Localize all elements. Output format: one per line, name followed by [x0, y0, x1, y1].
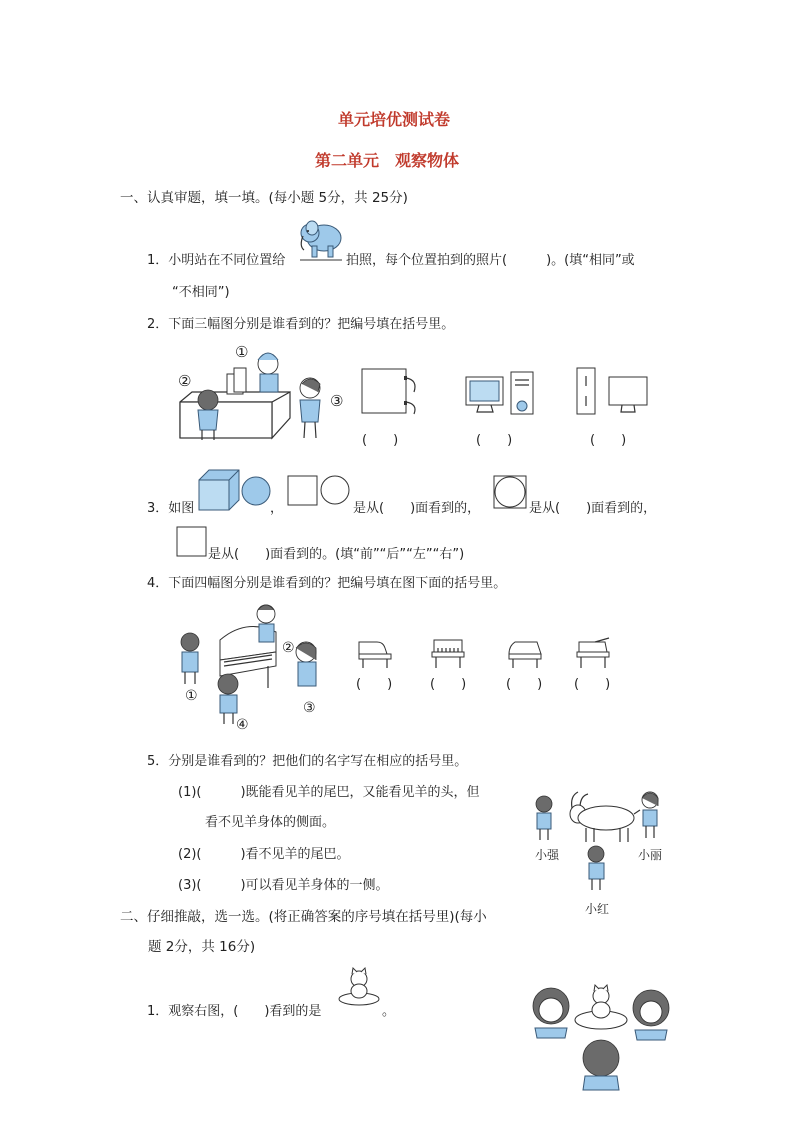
q1-text-a: 1．小明站在不同位置给: [147, 253, 286, 268]
q4-text: 4．下面四幅图分别是谁看到的？把编号填在图下面的括号里。: [147, 576, 507, 591]
q4-mark-1: ①: [185, 688, 198, 704]
q2-answer-paren-3[interactable]: ( ): [590, 433, 627, 448]
q4-mark-2: ②: [282, 640, 295, 656]
unit-subtitle: 第二单元 观察物体: [315, 151, 460, 170]
q2-view-1-image: [362, 368, 424, 418]
q5-sub1-b: 看不见羊身体的侧面。: [205, 815, 336, 830]
q4-answer-paren-4[interactable]: ( ): [574, 677, 611, 692]
section-2-heading-line2: 题 2分，共 16分): [148, 939, 256, 955]
q2-answer-paren-1[interactable]: ( ): [362, 433, 399, 448]
q5-goat-scene-image: [530, 786, 670, 901]
q2-view-2-image: [466, 372, 536, 416]
q2-view-3-image: [577, 368, 649, 416]
q5-sub2: (2)( )看不见羊的尾巴。: [178, 847, 350, 862]
q1-text-line2: “不相同”): [172, 285, 230, 300]
q5-sub3: (3)( )可以看见羊身体的一侧。: [178, 878, 389, 893]
elephant-toy-image: [298, 218, 344, 262]
q3-view-square-image: [176, 526, 208, 558]
q3-cube-sphere-image: [197, 468, 273, 512]
q1-text-b: 拍照，每个位置拍到的照片( )。(填“相同”或: [346, 253, 635, 268]
q2-mark-3: ③: [330, 392, 344, 410]
page-title: 单元培优测试卷: [338, 110, 451, 129]
q2-scene-image: [172, 340, 352, 445]
q2-mark-2: ②: [178, 372, 192, 390]
q5-text: 5．分别是谁看到的？把他们的名字写在相应的括号里。: [147, 754, 468, 769]
section-2-heading-line1: 二、仔细推敲，选一选。(将正确答案的序号填在括号里)(每小: [120, 909, 487, 925]
q4-mark-4: ④: [236, 717, 249, 733]
q2-mark-1: ①: [235, 343, 249, 361]
q4-answer-paren-3[interactable]: ( ): [506, 677, 543, 692]
section-1-heading: 一、认真审题，填一填。(每小题 5分，共 25分): [120, 190, 408, 206]
q5-sub1-a: (1)( )既能看见羊的尾巴，又能看见羊的头，但: [178, 785, 480, 800]
q5-name-xiaoli: 小丽: [638, 848, 663, 862]
q3-text-c: 是从( )面看到的，: [529, 501, 657, 516]
cat-on-plate-image: [337, 965, 381, 1009]
q3-text-line2: 是从( )面看到的。(填“前”“后”“左”“右”): [208, 547, 465, 562]
p2-q1-text-b: 。: [382, 1004, 396, 1019]
q5-name-xiaoqiang: 小强: [535, 848, 560, 862]
q4-answer-paren-1[interactable]: ( ): [356, 677, 393, 692]
q4-answer-paren-2[interactable]: ( ): [430, 677, 467, 692]
q2-text: 2．下面三幅图分别是谁看到的？把编号填在括号里。: [147, 317, 455, 332]
q3-text-b: 是从( )面看到的，: [353, 501, 481, 516]
q5-name-xiaohong: 小红: [585, 902, 610, 916]
q3-text-a: 3．如图: [147, 501, 195, 516]
q3-comma: ，: [270, 501, 284, 516]
q4-view-1-image: [357, 638, 393, 668]
q2-answer-paren-2[interactable]: ( ): [476, 433, 513, 448]
q3-view-square-circle-image: [287, 474, 351, 508]
q4-view-3-image: [507, 638, 543, 668]
p2-q1-text-a: 1．观察右图，( )看到的是: [147, 1004, 322, 1019]
p2-q1-scene-image: [525, 982, 675, 1090]
q3-view-circle-in-square-image: [493, 475, 529, 509]
q4-mark-3: ③: [303, 700, 316, 716]
q4-view-4-image: [575, 638, 611, 668]
q4-view-2-image: [430, 638, 466, 668]
